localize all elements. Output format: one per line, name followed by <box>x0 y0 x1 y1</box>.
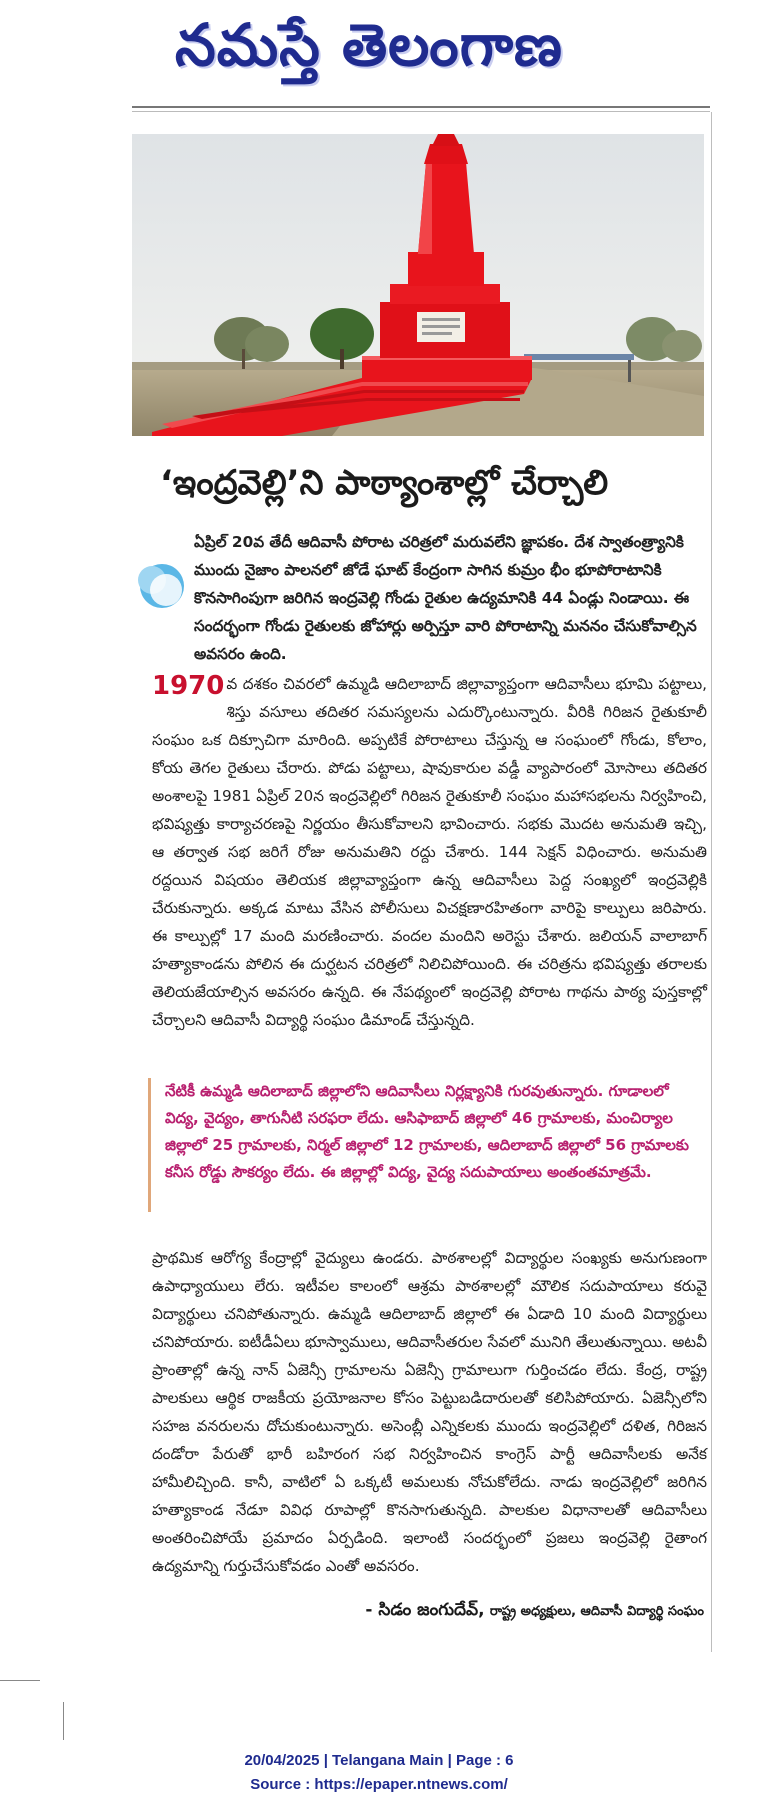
byline <box>292 1595 704 1625</box>
article-intro: ఏప్రిల్ 20వ తేదీ ఆదివాసీ పోరాట చరిత్రలో మరువలేని జ్ఞాపకం. దేశ స్వాతంత్ర్యానికి ముందు నైజాం పాలనలో జోడే ఘాట్ కేంద్రంగా సాగిన కుమ్రం భీం భూపోరాటానికి కొనసాగింపుగా జరిగిన ఇంద్రవెల్లి గోండు రైతుల ఉద్యమానికి 44 ఏండ్లు నిండాయి. ఈ సందర్భంగా గోండు రైతులకు జోహార్లు అర్పిస్తూ వారి పోరాటాన్ని మననం చేసుకోవాల్సిన అవసరం ఉంది. <box>194 533 697 663</box>
byline-role: రాష్ట్ర అధ్యక్షులు, ఆదివాసీ విద్యార్థి సంఘం <box>489 1604 704 1619</box>
decorative-bubble-icon <box>130 556 190 616</box>
masthead-rule-thin <box>132 111 710 112</box>
crop-mark-horizontal <box>0 1680 40 1681</box>
masthead-title: నమస్తే తెలంగాణ <box>175 11 563 79</box>
column-divider <box>711 112 712 1652</box>
byline-author: - సిడం జంగుదేవ్, <box>365 1600 485 1620</box>
article-body-part2: ప్రాథమిక ఆరోగ్య కేంద్రాల్లో వైద్యులు ఉండరు. పాఠశాలల్లో విద్యార్థుల సంఖ్యకు అనుగుణంగా ఉపాధ్యాయులు లేరు. ఇటీవల కాలంలో ఆశ్రమ పాఠశాలల్లో మౌలిక సదుపాయాలు కరువై విద్యార్థులు చనిపోతున్నారు. ఉమ్మడి ఆదిలాబాద్ జిల్లాలో ఈ ఏడాది 10 మంది విద్యార్థులు చనిపోయారు. ఐటీడీఏలు భూస్వాములు, ఆదివాసీతరుల సేవలో మునిగి తేలుతున్నాయి. అటవీ ప్రాంతాల్లో ఉన్న నాన్ ఏజెన్సీ గ్రామాలను ఏజెన్సీ గ్రామాలుగా గుర్తించడం లేదు. కేంద్ర, రాష్ట్ర పాలకులు ఆర్థిక రాజకీయ ప్రయోజనాల కోసం పెట్టుబడిదారులతో కలిసిపోయారు. ఏజెన్సీలోని సహజ వనరులను దోచుకుంటున్నారు. అసెంబ్లీ ఎన్నికలకు ముందు ఇంద్రవెల్లిలో దళిత, గిరిజన దండోరా పేరుతో భారీ బహిరంగ సభ నిర్వహించిన కాంగ్రెస్ పార్టీ ఆదివాసీలకు అనేక హామీలిచ్చింది. కానీ, వాటిలో ఏ ఒక్కటీ అమలుకు నోచుకోలేదు. నాడు ఇంద్రవెల్లిలో జరిగిన హత్యాకాండ నేడూ వివిధ రూపాల్లో కొనసాగుతున్నది. పాలకుల విధానాలతో ఆదివాసీలు అంతరించిపోయే ప్రమాదం ఏర్పడింది. ఇలాంటి సందర్భంలో ప్రజలు ఇంద్రవెల్లి రైతాంగ ఉద్యమాన్ని గుర్తుచేసుకోవడం ఎంతో అవసరం. <box>152 1249 707 1575</box>
footer-date-edition: 20/04/2025 | Telangana Main | Page : 6 <box>244 1752 514 1769</box>
memorial-photo <box>132 134 704 436</box>
pull-quote-box <box>148 1078 703 1212</box>
article-body-part1 <box>152 670 707 1034</box>
masthead-rule <box>132 106 710 108</box>
article-headline: ‘ఇంద్రవెల్లి’ని పాఠ్యాంశాల్లో చేర్చాలి <box>160 463 609 503</box>
footer-source: Source : https://epaper.ntnews.com/ <box>250 1776 508 1793</box>
article-body-text1: వ దశకం చివరలో ఉమ్మడి ఆదిలాబాద్ జిల్లావ్యాప్తంగా ఆదివాసీలు భూమి పట్టాలు, శిస్తు వసూలు తదితర సమస్యలను ఎదుర్కొంటున్నారు. వీరికి గిరిజన రైతుకూలీ సంఘం ఒక దిక్సూచిగా మారింది. అప్పటికే పోరాటాలు చేస్తున్న ఆ సంఘంలో గోండు, కోలాం, కోయ తెగల రైతులు చేరారు. పోడు పట్టాలు, షావుకారుల వడ్డీ వ్యాపారంలో మోసాలు తదితర అంశాలపై 1981 ఏప్రిల్ 20న ఇంద్రవెల్లిలో గిరిజన రైతుకూలీ సంఘం మహాసభలను నిర్వహించి, భవిష్యత్తు కార్యాచరణపై నిర్ణయం తీసుకోవాలని భావించారు. సభకు మొదట అనుమతి ఇచ్చి, ఆ తర్వాత సభ జరిగే రోజు అనుమతిని రద్దు చేశారు. 144 సెక్షన్ విధించారు. అనుమతి రద్దయిన విషయం తెలియక జిల్లావ్యాప్తంగా ఉన్న ఆదివాసీలు పెద్ద సంఖ్యలో ఇంద్రవెల్లికి చేరుకున్నారు. అక్కడ మాటు వేసిన పోలీసులు విచక్షణారహితంగా వారిపై కాల్పులు జరిపారు. ఈ కాల్పుల్లో 17 మంది మరణించారు. వందల మందిని అరెస్టు చేశారు. జలియన్ వాలాబాగ్ హత్యాకాండను పోలిన ఈ దుర్ఘటన చరిత్రలో నిలిచిపోయింది. ఈ చరిత్రను భవిష్యత్తు తరాలకు తెలియజేయాల్సిన అవసరం ఉన్నది. ఈ నేపథ్యంలో ఇంద్రవెల్లి పోరాట గాథను పాఠ్య పుస్తకాల్లో చేర్చాలని ఆదివాసీ విద్యార్థి సంఘం డిమాండ్ చేస్తున్నది. <box>152 675 707 1029</box>
drop-cap-year: 1970 <box>152 671 225 701</box>
pull-quote: నేటికీ ఉమ్మడి ఆదిలాబాద్ జిల్లాలోని ఆదివాసీలు నిర్లక్ష్యానికి గురవుతున్నారు. గూడాలలో విద్య, వైద్యం, తాగునీటి సరఫరా లేదు. ఆసిఫాబాద్ జిల్లాలో 46 గ్రామాలకు, మంచిర్యాల జిల్లాలో 25 గ్రామాలకు, నిర్మల్ జిల్లాలో 12 గ్రామాలకు, ఆదిలాబాద్ జిల్లాలో 56 గ్రామాలకు కనీస రోడ్డు సౌకర్యం లేదు. ఈ జిల్లాల్లో విద్య, వైద్య సదుపాయాలు అంతంతమాత్రమే. <box>165 1082 689 1181</box>
crop-mark-vertical <box>63 1702 64 1740</box>
